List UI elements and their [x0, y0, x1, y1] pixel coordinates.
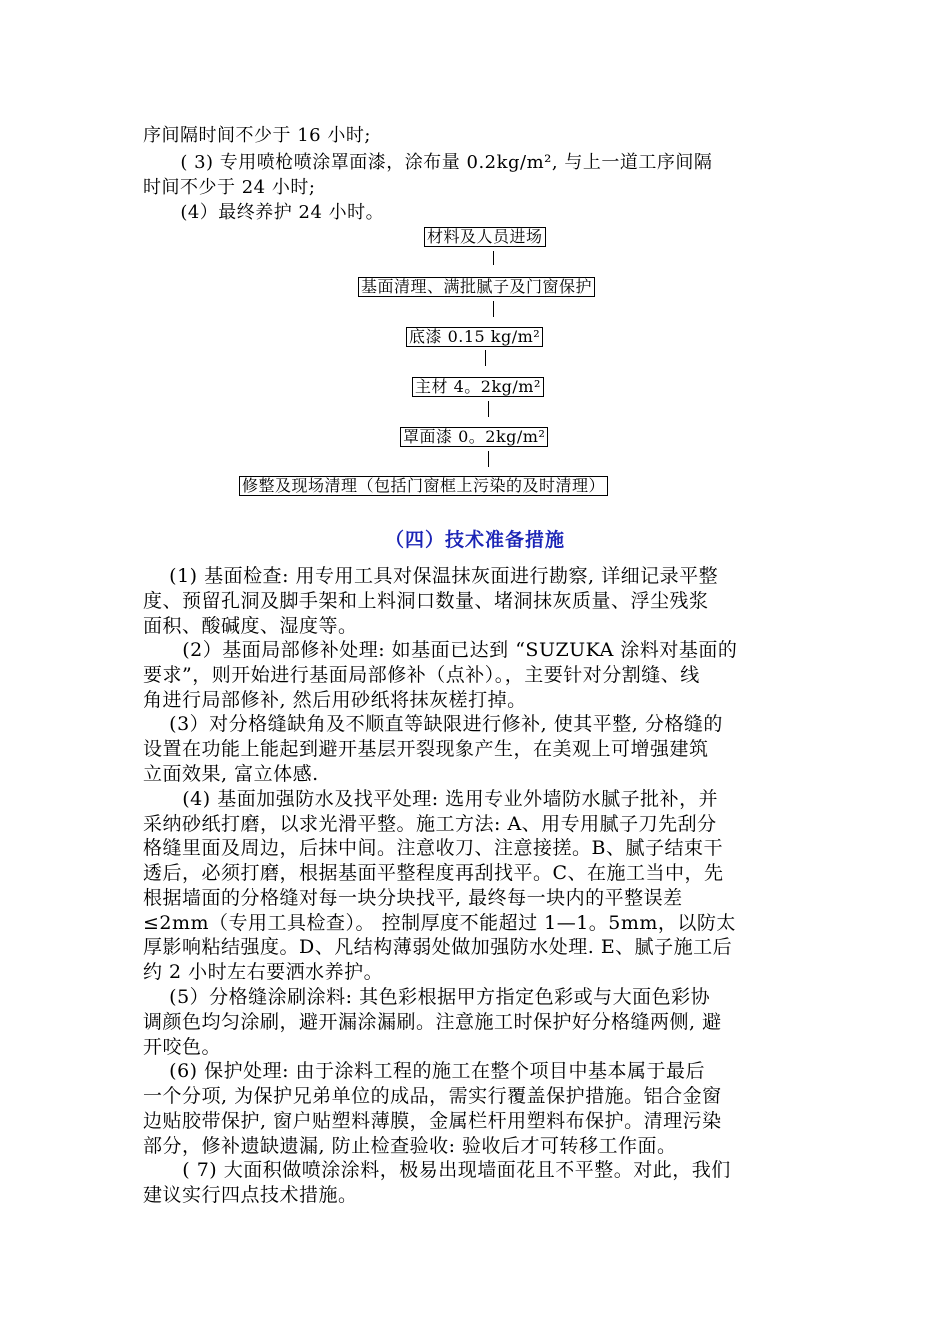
- intro-line-4: (4）最终养护 24 小时。: [143, 202, 385, 223]
- flow-connector: [485, 350, 486, 366]
- body-line: (1) 基面检查: 用专用工具对保温抹灰面进行勘察, 详细记录平整: [143, 565, 719, 587]
- flow-connector: [488, 451, 489, 467]
- body-line: 建议实行四点技术措施。: [143, 1184, 358, 1206]
- body-line: 面积、酸碱度、湿度等。: [143, 615, 358, 637]
- flow-step-6: 修整及现场清理（包括门窗框上污染的及时清理）: [239, 476, 608, 496]
- body-line: ≤2mm（专用工具检查）。 控制厚度不能超过 1—1。5mm，以防太: [143, 912, 736, 934]
- body-line: (6) 保护处理: 由于涂料工程的施工在整个项目中基本属于最后: [143, 1060, 706, 1082]
- flow-step-5: 罩面漆 0。2kg/m²: [400, 427, 548, 447]
- body-line: 透后，必须打磨，根据基面平整程度再刮找平。C、在施工当中，先: [143, 862, 724, 884]
- flow-connector: [488, 401, 489, 417]
- body-line: 设置在功能上能起到避开基层开裂现象产生，在美观上可增强建筑: [143, 738, 709, 760]
- body-line: ( 7) 大面积做喷涂涂料，极易出现墙面花且不平整。对此，我们: [143, 1159, 731, 1181]
- flow-step-4: 主材 4。2kg/m²: [412, 377, 544, 397]
- flow-step-1: 材料及人员进场: [424, 227, 546, 247]
- body-line: (5）分格缝涂刷涂料: 其色彩根据甲方指定色彩或与大面色彩协: [143, 986, 711, 1008]
- body-line: 厚影响粘结强度。D、凡结构薄弱处做加强防水处理. E、腻子施工后: [143, 936, 733, 958]
- body-line: 度、预留孔洞及脚手架和上料洞口数量、堵洞抹灰质量、浮尘残浆: [143, 590, 709, 612]
- body-line: 格缝里面及周边，后抹中间。注意收刀、注意接搓。B、腻子结束干: [143, 837, 723, 859]
- intro-line-2: ( 3) 专用喷枪喷涂罩面漆，涂布量 0.2kg/m², 与上一道工序间隔: [143, 152, 713, 173]
- flow-connector: [493, 251, 494, 265]
- intro-line-1: 序间隔时间不少于 16 小时;: [143, 125, 371, 146]
- body-line: 调颜色均匀涂刷，避开漏涂漏刷。注意施工时保护好分格缝两侧, 避: [143, 1011, 722, 1033]
- body-line: (3）对分格缝缺角及不顺直等缺限进行修补, 使其平整, 分格缝的: [143, 713, 723, 735]
- intro-line-3: 时间不少于 24 小时;: [143, 177, 316, 198]
- flow-step-3: 底漆 0.15 kg/m²: [406, 327, 543, 347]
- body-line: 根据墙面的分格缝对每一块分块找平, 最终每一块内的平整误差: [143, 887, 683, 909]
- body-line: 部分，修补遗缺遗漏, 防止检查验收: 验收后才可转移工作面。: [143, 1135, 677, 1157]
- section-heading: （四）技术准备措施: [384, 529, 565, 551]
- body-line: 角进行局部修补, 然后用砂纸将抹灰槎打掉。: [143, 689, 527, 711]
- body-line: 边贴胶带保护, 窗户贴塑料薄膜，金属栏杆用塑料布保护。清理污染: [143, 1110, 722, 1132]
- body-line: 立面效果, 富立体感.: [143, 763, 319, 785]
- body-line: 开咬色。: [143, 1036, 222, 1058]
- flow-step-2: 基面清理、满批腻子及门窗保护: [358, 277, 595, 297]
- body-line: (4) 基面加强防水及找平处理: 选用专业外墙防水腻子批补，并: [143, 788, 719, 810]
- body-line: (2）基面局部修补处理: 如基面已达到 “SUZUKA 涂料对基面的: [143, 639, 738, 661]
- flow-connector: [493, 301, 494, 317]
- body-line: 采纳砂纸打磨，以求光滑平整。施工方法: A、用专用腻子刀先刮分: [143, 813, 717, 835]
- body-line: 约 2 小时左右要洒水养护。: [143, 961, 384, 983]
- body-line: 一个分项, 为保护兄弟单位的成品，需实行覆盖保护措施。铝合金窗: [143, 1085, 722, 1107]
- body-line: 要求”，则开始进行基面局部修补（点补）。，主要针对分割缝、线: [143, 664, 700, 686]
